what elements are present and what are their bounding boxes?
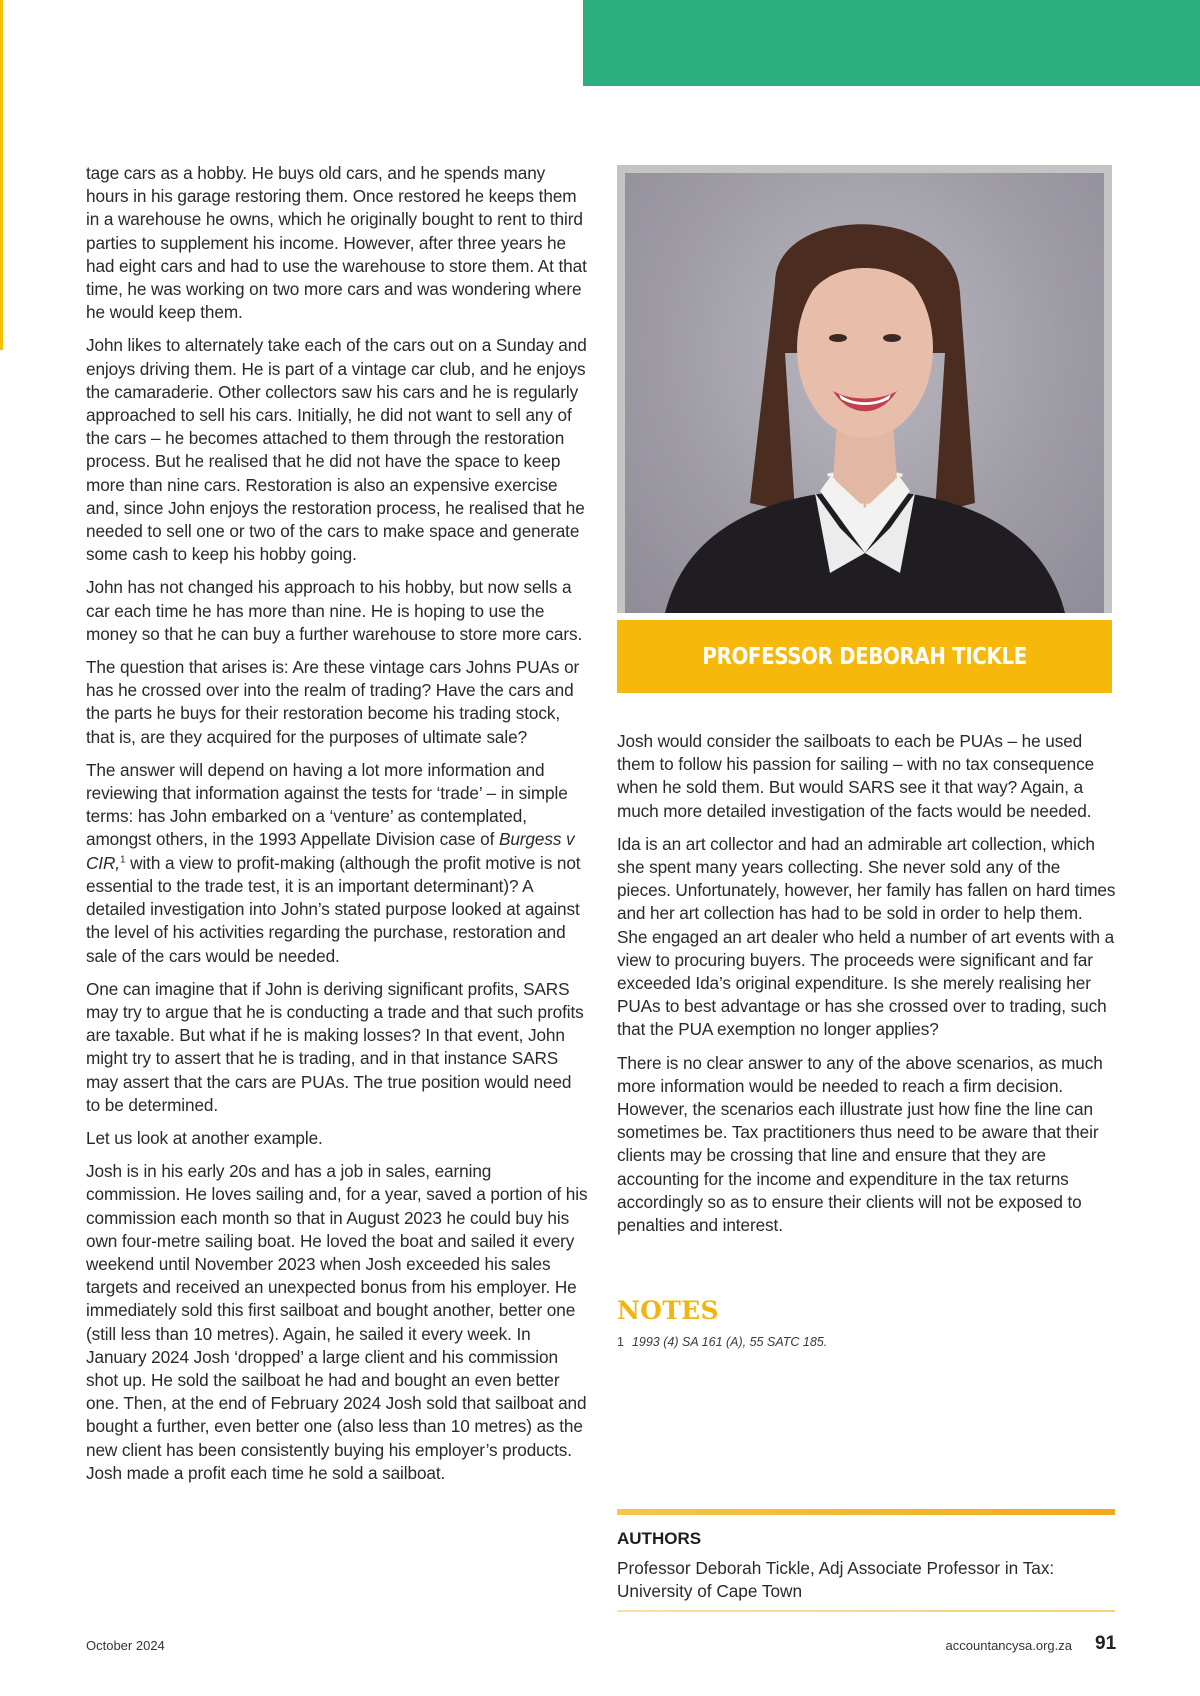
page-number: 91 bbox=[1095, 1633, 1117, 1654]
footnote-number: 1 bbox=[617, 1335, 624, 1349]
paragraph: Josh would consider the sailboats to each be PUAs – he used them to follow his passion for sailing – with no tax consequence when he sold them. But would SARS see it that way? Again, a much more detailed investigation of the facts would be needed. bbox=[617, 731, 1095, 821]
paragraph bbox=[86, 759, 590, 968]
paragraph: John likes to alternately take each of the cars out on a Sunday and enjoys driving them. He is part of a vintage car club, and he enjoys the camaraderie. Other collectors saw his cars and he is regularly approached to sell his cars. Initially, he did not want to sell any of the cars – he becomes attached to them through the restoration process. But he realised that he did not have the space to keep more than nine cars. Restoration is also an expensive exercise and, since John enjoys the restoration process, he realised that he needed to sell one or two of the cars to make space and generate some cash to keep his hobby going. bbox=[86, 335, 587, 565]
paragraph: Let us look at another example. bbox=[86, 1127, 323, 1148]
paragraph: Ida is an art collector and had an admirable art collection, which she spent many years collecting. She never sold any of the pieces. Unfortunately, however, her family has fallen on hard times and her art collection has had to be sold in order to help them. She engaged an art dealer who held a number of art events with a view to procuring buyers. The proceeds were significant and far exceeded Ida’s original expenditure. Is she merely realising her PUAs to best advantage or has she crossed over to trading, such that the PUA exemption no longer applies? bbox=[617, 833, 1116, 1040]
photo-caption: PROFESSOR DEBORAH TICKLE bbox=[702, 643, 1027, 670]
footer-date: October 2024 bbox=[86, 1638, 165, 1653]
paragraph: One can imagine that if John is deriving significant profits, SARS may try to argue that he is conducting a trade and that such profits are taxable. But what if he is making losses? In that event, John might try to assert that he is trading, and in that instance SARS may assert that the cars are PUAs. The true position would need to be determined. bbox=[86, 978, 584, 1115]
authors-text: Professor Deborah Tickle, Adj Associate Professor in Tax: University of Cape Town bbox=[617, 1558, 1055, 1602]
footer-website-link[interactable]: accountancysa.org.za bbox=[945, 1638, 1072, 1653]
paragraph: Josh is in his early 20s and has a job in sales, earning commission. He loves sailing and, for a year, saved a portion of his commission each month so that in August 2023 he could buy his own four-metre sailing boat. He loved the boat and sailed it every weekend until November 2023 when Josh exceeded his sales targets and received an unexpected bonus from his employer. He immediately sold this first sailboat and bought another, better one (still less than 10 metres). Again, he sailed it every week. In January 2024 Josh ‘dropped’ a large client and his commission shot up. He sold the sailboat he had and bought an even better one. Then, at the end of February 2024 Josh sold that sailboat and bought a further, even better one (also less than 10 metres) as the new client has been consistently buying his employer’s products. Josh made a profit each time he sold a sailboat. bbox=[86, 1161, 588, 1483]
case-citation: Burgess v CIR, bbox=[86, 829, 575, 873]
page-edge-accent bbox=[0, 0, 3, 350]
header-accent-bar bbox=[583, 0, 1200, 86]
authors-heading: AUTHORS bbox=[617, 1529, 702, 1548]
photo-caption-bar bbox=[617, 620, 1112, 693]
text-span: with a view to profit-making (although the profit motive is not essential to the trade test, it is an important determinant)? A detailed investigation into John’s stated purpose looked at against the level of his activities regarding the purchase, restoration and sale of the cars would be needed. bbox=[86, 852, 581, 966]
footnote-ref[interactable]: 1 bbox=[119, 853, 126, 865]
text-span: The answer will depend on having a lot more information and reviewing that information against the tests for ‘trade’ – in simple terms: has John embarked on a ‘venture’ as contemplated, amongst others, in the 1993 Appellate Division case of bbox=[86, 759, 568, 850]
paragraph: There is no clear answer to any of the above scenarios, as much more information would be needed to reach a firm decision. However, the scenarios each illustrate just how fine the line can sometimes be. Tax practitioners thus need to be aware that their clients may be crossing that line and ensure that they are accounting for the income and expenditure in the tax returns accordingly so as to ensure their clients will not be exposed to penalties and interest. bbox=[617, 1052, 1103, 1236]
notes-heading: NOTES bbox=[617, 1296, 719, 1325]
author-photo bbox=[625, 173, 1104, 613]
portrait-illustration bbox=[625, 173, 1104, 613]
paragraph: The question that arises is: Are these vintage cars Johns PUAs or has he crossed over into the realm of trading? Have the cars and the parts he buys for their restoration become his trading stock, that is, are they acquired for the purposes of ultimate sale? bbox=[86, 657, 580, 747]
paragraph: John has not changed his approach to his hobby, but now sells a car each time he has more than nine. He is hoping to use the money so that he can buy a further warehouse to store more cars. bbox=[86, 577, 583, 644]
right-article-column bbox=[617, 730, 1117, 1247]
author-photo-frame bbox=[617, 165, 1112, 613]
paragraph: tage cars as a hobby. He buys old cars, and he spends many hours in his garage restoring them. Once restored he keeps them in a warehouse he owns, which he originally bought to rent to third parties to supplement his income. However, after three years he had eight cars and had to use the warehouse to store them. At that time, he was working on two more cars and was wondering where he would keep them. bbox=[86, 163, 587, 323]
authors-divider bbox=[617, 1509, 1115, 1515]
footnote-text: 1993 (4) SA 161 (A), 55 SATC 185. bbox=[631, 1335, 828, 1349]
left-article-column bbox=[86, 162, 590, 1495]
authors-bottom-divider bbox=[617, 1610, 1115, 1612]
footnote-item bbox=[617, 1335, 827, 1349]
